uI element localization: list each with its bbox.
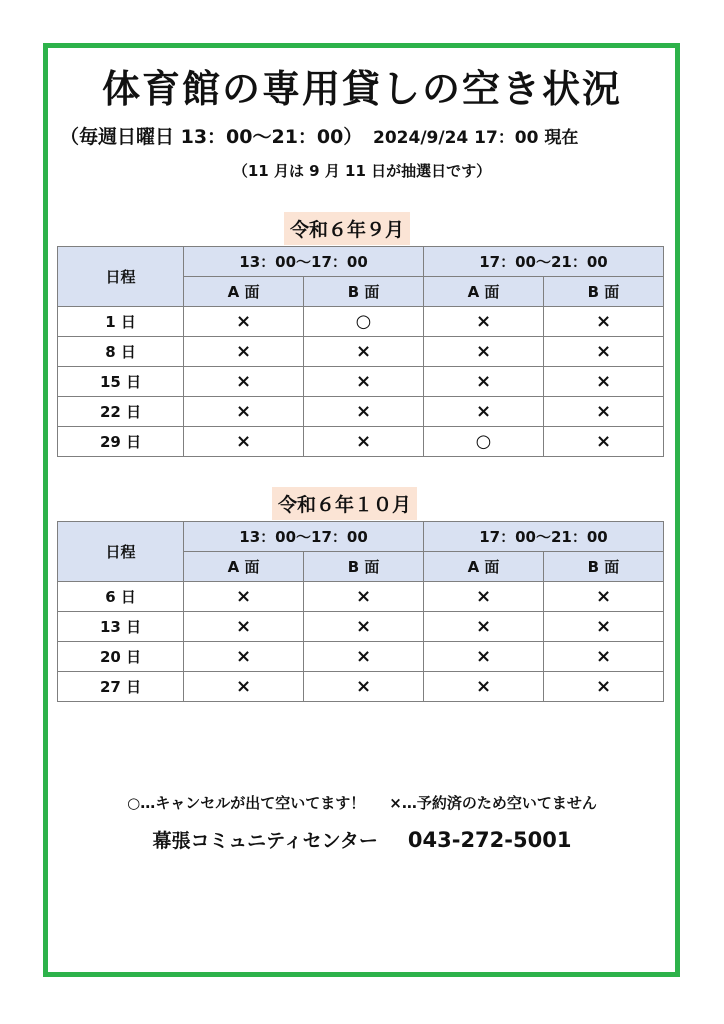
status-cell: × [304,397,424,427]
table-row [58,612,664,642]
date-cell: 8 日 [58,337,184,367]
status-cell: × [543,397,663,427]
status-cell: × [184,307,304,337]
status-cell: × [304,427,424,457]
date-cell: 6 日 [58,582,184,612]
status-cell: × [543,367,663,397]
status-cell: × [304,642,424,672]
subtitle [60,122,578,149]
court-header: B 面 [304,277,424,307]
status-cell: × [424,642,544,672]
status-cell: × [543,337,663,367]
status-cell: × [543,582,663,612]
status-cell: × [184,672,304,702]
status-cell: × [304,672,424,702]
month-label-september: 令和６年９月 [284,212,410,245]
status-cell: × [543,427,663,457]
date-cell: 20 日 [58,642,184,672]
table-row [58,307,664,337]
slot-header: 17：00～21：00 [424,522,664,552]
schedule-hours: （毎週日曜日 13：00～21：00） [60,126,363,148]
status-cell: × [184,427,304,457]
slot-header: 13：00～17：00 [184,522,424,552]
date-cell: 1 日 [58,307,184,337]
status-cell: × [543,307,663,337]
status-cell: × [424,612,544,642]
status-cell: × [184,337,304,367]
court-header: B 面 [543,277,663,307]
court-header: B 面 [543,552,663,582]
table-row [58,367,664,397]
status-cell: × [424,397,544,427]
status-cell: × [184,367,304,397]
status-cell: ○ [304,307,424,337]
status-cell: × [424,582,544,612]
status-cell: × [543,642,663,672]
status-cell: × [184,642,304,672]
table-row [58,642,664,672]
table-row [58,427,664,457]
legend [0,792,724,813]
court-header: A 面 [424,552,544,582]
table-row [58,337,664,367]
status-cell: × [424,672,544,702]
slot-header: 17：00～21：00 [424,247,664,277]
availability-table-september [57,246,664,457]
status-cell: ○ [424,427,544,457]
phone-number: 043-272-5001 [407,828,572,852]
status-cell: × [304,367,424,397]
contact-info [0,826,724,853]
status-cell: × [543,672,663,702]
legend-available: ○…キャンセルが出て空いてます！ [127,794,366,812]
month-label-october: 令和６年１０月 [272,487,417,520]
date-cell: 27 日 [58,672,184,702]
status-cell: × [184,582,304,612]
date-cell: 22 日 [58,397,184,427]
court-header: A 面 [184,277,304,307]
status-cell: × [424,307,544,337]
date-cell: 15 日 [58,367,184,397]
status-cell: × [424,337,544,367]
court-header: A 面 [184,552,304,582]
availability-table-october [57,521,664,702]
date-header: 日程 [58,522,184,582]
status-cell: × [304,337,424,367]
legend-booked: ×…予約済のため空いてません [389,794,597,812]
as-of-timestamp: 2024/9/24 17：00 現在 [373,128,579,148]
date-header: 日程 [58,247,184,307]
table-row [58,397,664,427]
court-header: A 面 [424,277,544,307]
status-cell: × [184,397,304,427]
status-cell: × [543,612,663,642]
facility-name: 幕張コミュニティセンター [152,830,378,852]
lottery-note: （11 月は 9 月 11 日が抽選日です） [232,162,492,180]
status-cell: × [304,582,424,612]
table-row [58,672,664,702]
status-cell: × [184,612,304,642]
table-row [58,582,664,612]
date-cell: 13 日 [58,612,184,642]
court-header: B 面 [304,552,424,582]
date-cell: 29 日 [58,427,184,457]
status-cell: × [424,367,544,397]
status-cell: × [304,612,424,642]
page-title: 体育館の専用貸しの空き状況 [101,67,622,111]
slot-header: 13：00～17：00 [184,247,424,277]
